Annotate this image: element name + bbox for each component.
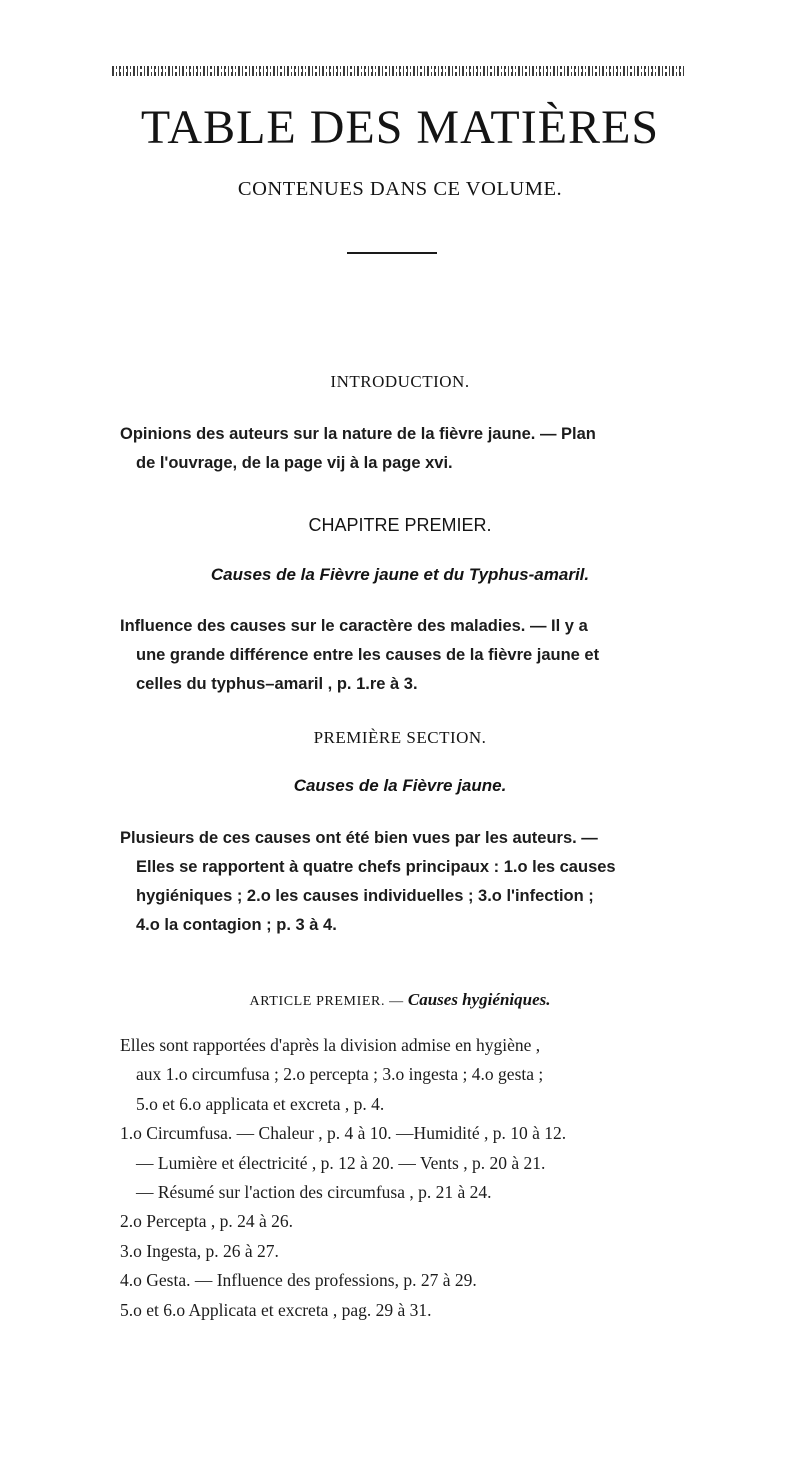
text-line: 5.o et 6.o Applicata et excreta , pag. 29 à 31. (120, 1299, 432, 1320)
text-line: aux 1.o circumfusa ; 2.o percepta ; 3.o ingesta ; 4.o gesta ; (136, 1064, 544, 1085)
text-line: 4.o Gesta. — Influence des professions, p. 27 à 29. (120, 1270, 477, 1291)
text-line: 2.o Percepta , p. 24 à 26. (120, 1211, 294, 1232)
text-line: de l'ouvrage, de la page vij à la page xvi. (136, 454, 453, 472)
text-line: hygiéniques ; 2.o les causes individuelles ; 3.o l'infection ; (136, 887, 594, 905)
text-line: 5.o et 6.o applicata et excreta , p. 4. (136, 1093, 385, 1114)
article-heading (0, 990, 800, 1010)
chapter-heading: CHAPITRE PREMIER. (308, 515, 492, 535)
text-line: 4.o la contagion ; p. 3 à 4. (136, 916, 337, 934)
page-subtitle: CONTENUES DANS CE VOLUME. (237, 178, 563, 200)
text-line: Opinions des auteurs sur la nature de la fièvre jaune. — Plan (120, 425, 596, 443)
section-heading: PREMIÈRE SECTION. (313, 728, 487, 747)
introduction-text (120, 420, 700, 478)
chapter-subheading: Causes de la Fièvre jaune et du Typhus-amaril. (210, 565, 590, 584)
text-line: Elles se rapportent à quatre chefs principaux : 1.o les causes (136, 858, 616, 876)
text-line: Elles sont rapportées d'après la division admise en hygiène , (120, 1035, 541, 1055)
text-line: une grande différence entre les causes de la fièvre jaune et (136, 646, 600, 664)
page-title: TABLE DES MATIÈRES (140, 101, 660, 154)
article-title: Causes hygiéniques. (407, 990, 551, 1009)
header-ornament (112, 66, 686, 76)
article-text (120, 1031, 710, 1325)
text-line: celles du typhus–amaril , p. 1.re à 3. (136, 675, 418, 693)
section-text (120, 824, 700, 940)
text-line: — Résumé sur l'action des circumfusa , p. 21 à 24. (136, 1182, 492, 1203)
text-line: Influence des causes sur le caractère des maladies. — Il y a (120, 617, 588, 635)
text-line: Plusieurs de ces causes ont été bien vues par les auteurs. — (120, 829, 598, 847)
article-label: ARTICLE PREMIER. — (249, 994, 404, 1009)
text-line: — Lumière et électricité , p. 12 à 20. — Vents , p. 20 à 21. (136, 1152, 546, 1173)
text-line: 1.o Circumfusa. — Chaleur , p. 4 à 10. —Humidité , p. 10 à 12. (120, 1123, 567, 1144)
divider-rule (347, 252, 437, 254)
introduction-heading: INTRODUCTION. (330, 372, 470, 391)
text-line: 3.o Ingesta, p. 26 à 27. (120, 1240, 279, 1261)
section-subheading: Causes de la Fièvre jaune. (293, 776, 507, 795)
chapter-text (120, 612, 700, 699)
